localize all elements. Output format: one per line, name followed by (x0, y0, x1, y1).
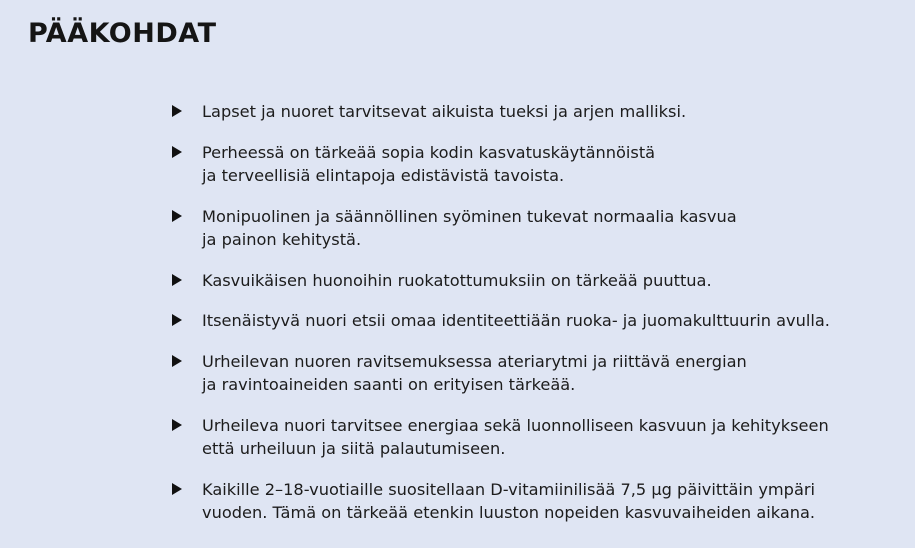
list-item-text: Monipuolinen ja säännöllinen syöminen tukevat normaalia kasvua ja painon kehitystä. (202, 206, 737, 249)
key-points-list (172, 100, 907, 542)
list-item (172, 478, 907, 525)
list-item-text: Kaikille 2–18-vuotiaille suositellaan D-vitamiinilisää 7,5 µg päivittäin ympäri vuoden. Tämä on tärkeää etenkin luuston nopeiden kasvuvaiheiden aikana. (202, 479, 816, 522)
list-item-text: Lapset ja nuoret tarvitsevat aikuista tueksi ja arjen malliksi. (202, 102, 687, 121)
list-item (172, 309, 907, 333)
list-item-text: Kasvuikäisen huonoihin ruokatottumuksiin on tärkeää puuttua. (202, 270, 712, 290)
triangle-bullet-icon (172, 146, 182, 158)
list-item (172, 205, 907, 252)
triangle-bullet-icon (172, 355, 182, 367)
list-item (172, 100, 907, 124)
triangle-bullet-icon (172, 314, 182, 326)
list-item-text: Perheessä on tärkeää sopia kodin kasvatuskäytännöistä ja terveellisiä elintapoja edistävistä tavoista. (202, 142, 656, 185)
list-item (172, 414, 907, 461)
list-item (172, 350, 907, 397)
triangle-bullet-icon (172, 483, 182, 495)
triangle-bullet-icon (172, 419, 182, 431)
list-item-text: Urheilevan nuoren ravitsemuksessa ateriarytmi ja riittävä energian ja ravintoaineiden saanti on erityisen tärkeää. (202, 351, 747, 394)
triangle-bullet-icon (172, 274, 182, 286)
list-item-text: Urheileva nuori tarvitsee energiaa sekä luonnolliseen kasvuun ja kehitykseen että urheiluun ja siitä palautumiseen. (202, 415, 829, 458)
triangle-bullet-icon (172, 105, 182, 117)
page-title: PÄÄKOHDAT (28, 18, 217, 49)
triangle-bullet-icon (172, 210, 182, 222)
list-item-text: Itsenäistyvä nuori etsii omaa identiteettiään ruoka- ja juomakulttuurin avulla. (202, 311, 830, 330)
list-item (172, 269, 907, 293)
list-item (172, 141, 907, 188)
